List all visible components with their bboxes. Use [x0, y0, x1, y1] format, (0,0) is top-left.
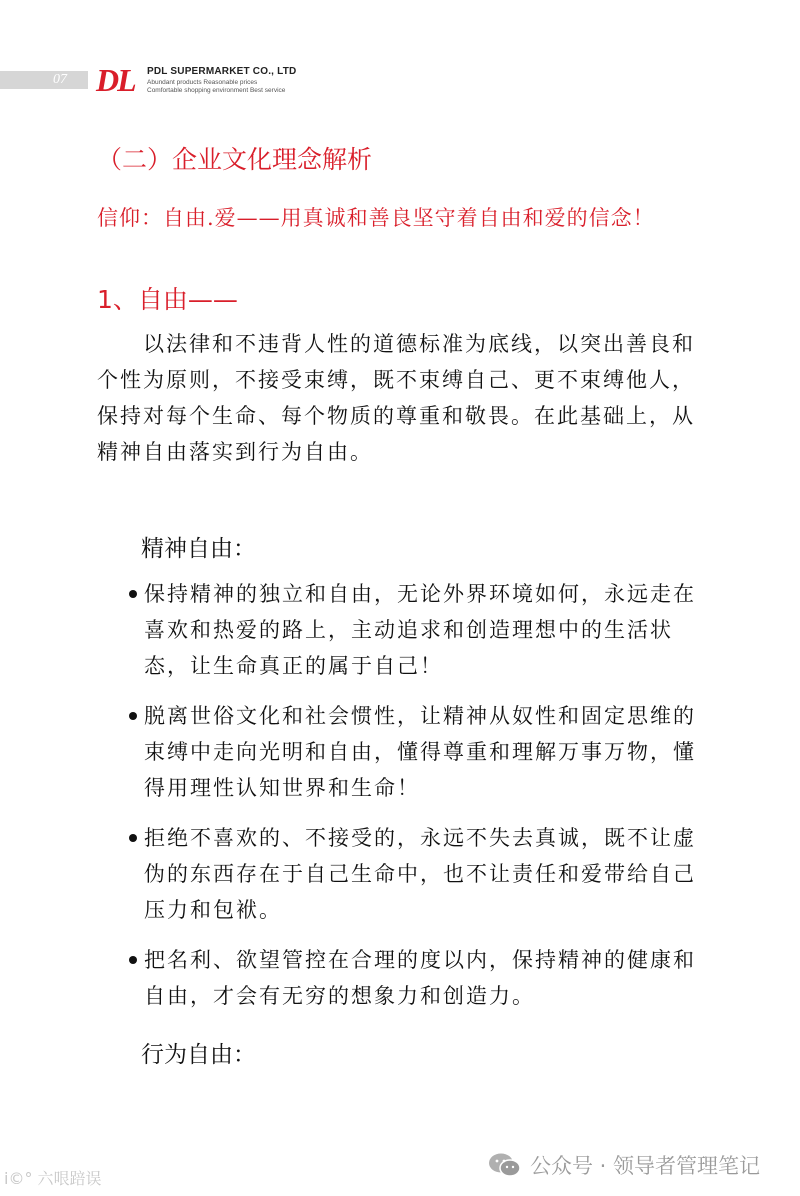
spirit-freedom-list — [126, 576, 708, 1028]
company-logo: DL — [96, 62, 135, 98]
wechat-icon — [488, 1152, 522, 1178]
list-item — [126, 698, 708, 806]
behavior-freedom-heading: 行为自由： — [141, 1042, 256, 1068]
list-item-text: 保持精神的独立和自由，无论外界环境如何，永远走在喜欢和热爱的路上，主动追求和创造理想中的生活状态，让生命真正的属于自己！ — [144, 582, 696, 678]
bullet-icon — [129, 834, 137, 842]
bullet-icon — [129, 590, 137, 598]
list-item-text: 脱离世俗文化和社会惯性，让精神从奴性和固定思维的束缚中走向光明和自由，懂得尊重和理解万事万物，懂得用理性认知世界和生命！ — [144, 704, 696, 800]
company-slogan-2: Comfortable shopping environment Best service — [147, 87, 286, 94]
list-item-text: 把名利、欲望管控在合理的度以内，保持精神的健康和自由，才会有无穷的想象力和创造力。 — [144, 948, 696, 1008]
spirit-freedom-heading: 精神自由： — [141, 536, 256, 562]
page-number: 07 — [53, 72, 67, 87]
watermark-left: i©° 六哏踣误 — [4, 1169, 102, 1188]
watermark-text: 公众号 · 领导者管理笔记 — [530, 1154, 761, 1178]
company-info — [147, 67, 296, 95]
company-slogan-1: Abundant products Reasonable prices — [147, 79, 258, 86]
list-item-text: 拒绝不喜欢的、不接受的，永远不失去真诚，既不让虚伪的东西存在于自己生命中，也不让责任和爱带给自己压力和包袱。 — [144, 826, 696, 922]
bullet-icon — [129, 712, 137, 720]
list-item — [126, 942, 708, 1014]
section-title: （二）企业文化理念解析 — [97, 145, 373, 174]
bullet-icon — [129, 956, 137, 964]
watermark-right — [488, 1150, 760, 1180]
company-name: PDL SUPERMARKET CO., LTD — [147, 66, 297, 77]
list-item — [126, 820, 708, 928]
intro-paragraph: 以法律和不违背人性的道德标准为底线，以突出善良和个性为原则，不接受束缚，既不束缚自己、更不束缚他人，保持对每个生命、每个物质的尊重和敬畏。在此基础上，从精神自由落实到行为自由。 — [97, 332, 695, 464]
subsection-title: 1、自由—— — [97, 285, 238, 314]
belief-statement: 信仰：自由.爱——用真诚和善良坚守着自由和爱的信念！ — [97, 206, 655, 230]
list-item — [126, 576, 708, 684]
